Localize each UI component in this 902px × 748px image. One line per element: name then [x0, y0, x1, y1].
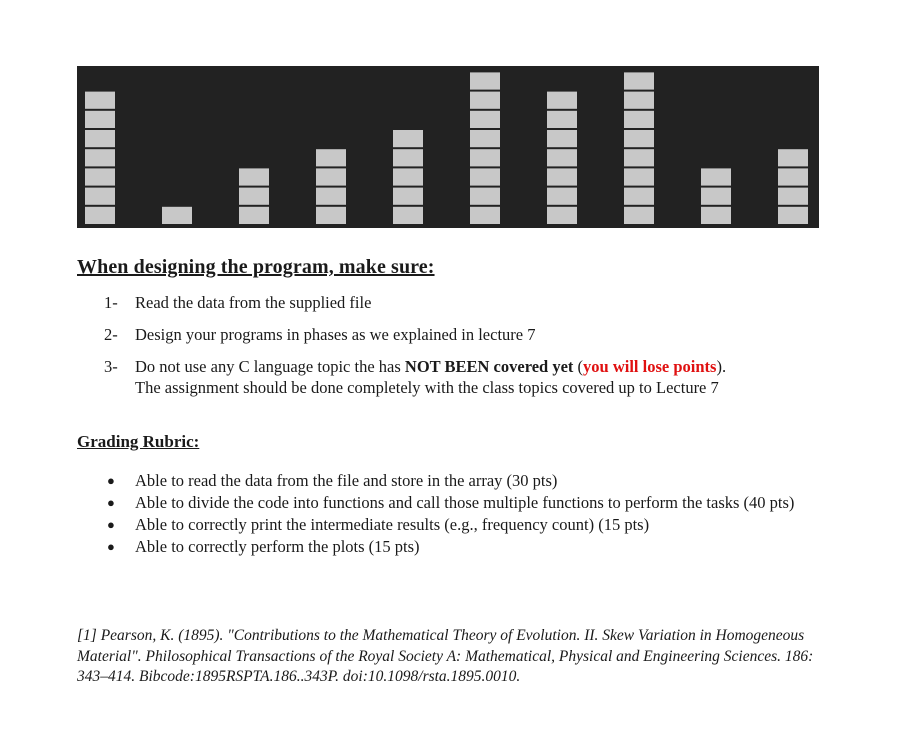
bar-block	[547, 149, 577, 166]
bar-block	[778, 168, 808, 185]
bar-block	[85, 188, 115, 205]
bar-block	[470, 207, 500, 224]
bar-block	[470, 111, 500, 128]
design-steps	[104, 292, 844, 409]
list-item	[104, 356, 844, 398]
bar-plot	[77, 66, 819, 228]
bar-block	[316, 168, 346, 185]
bar-block	[316, 149, 346, 166]
bar-block	[470, 130, 500, 147]
bar-block	[624, 207, 654, 224]
bar-block	[393, 168, 423, 185]
bar-block	[85, 149, 115, 166]
list-item	[104, 324, 844, 345]
rubric-item	[107, 514, 807, 536]
bar-block	[85, 207, 115, 224]
step-text: Design your programs in phases as we explained in lecture 7	[135, 325, 536, 344]
bar-block	[85, 130, 115, 147]
rubric-item	[107, 470, 807, 492]
step-text-line2: The assignment should be done completely with the class topics covered up to Lecture 7	[135, 378, 719, 397]
bullet-icon: ●	[107, 473, 115, 488]
bullet-icon: ●	[107, 539, 115, 554]
bar-block	[624, 92, 654, 109]
bar	[470, 72, 500, 224]
bar-block	[239, 207, 269, 224]
bar	[778, 149, 808, 224]
bar-block	[316, 188, 346, 205]
step-text-part: Do not use any C language topic the has	[135, 357, 405, 376]
lose-points-warning: you will lose points	[583, 357, 717, 376]
bar-block	[547, 207, 577, 224]
bar-block	[547, 168, 577, 185]
step-text: Read the data from the supplied file	[135, 293, 372, 312]
bar-block	[624, 168, 654, 185]
bar-block	[701, 207, 731, 224]
bar-block	[470, 168, 500, 185]
bar	[393, 130, 423, 224]
bar-block	[547, 92, 577, 109]
bar	[85, 92, 115, 224]
bar-block	[393, 188, 423, 205]
bar-plot-panel	[77, 66, 819, 228]
bar	[162, 207, 192, 224]
rubric-item-text: Able to correctly print the intermediate results (e.g., frequency count) (15 pts)	[135, 515, 650, 534]
bar	[316, 149, 346, 224]
bar-block	[239, 168, 269, 185]
bar-block	[470, 149, 500, 166]
bullet-icon: ●	[107, 517, 115, 532]
bar-block	[547, 111, 577, 128]
bar	[239, 168, 269, 224]
rubric-item	[107, 492, 807, 514]
bar	[701, 168, 731, 224]
step-number: 2-	[104, 325, 118, 344]
list-item	[104, 292, 844, 313]
bar-block	[624, 72, 654, 89]
bar-block	[624, 130, 654, 147]
rubric-item	[107, 536, 807, 558]
bar-block	[701, 168, 731, 185]
bar-block	[547, 188, 577, 205]
bar-block	[239, 188, 269, 205]
rubric-item-text: Able to divide the code into functions and call those multiple functions to perform the tasks (40 pts)	[135, 493, 795, 512]
rubric-list	[107, 470, 807, 558]
bar-block	[624, 111, 654, 128]
bar	[547, 92, 577, 224]
step-number: 3-	[104, 357, 118, 376]
bar-block	[316, 207, 346, 224]
bar-block	[547, 130, 577, 147]
bar-block	[778, 149, 808, 166]
bar-block	[393, 130, 423, 147]
paren-open: (	[573, 357, 584, 376]
not-covered-emphasis: NOT BEEN covered yet	[404, 357, 574, 376]
bar-block	[778, 188, 808, 205]
design-heading: When designing the program, make sure:	[77, 256, 435, 278]
bar-block	[85, 92, 115, 109]
rubric-heading: Grading Rubric:	[77, 432, 200, 451]
bar-block	[470, 188, 500, 205]
bar-block	[393, 149, 423, 166]
bar-block	[701, 188, 731, 205]
bar-block	[624, 188, 654, 205]
rubric-item-text: Able to read the data from the file and store in the array (30 pts)	[135, 471, 558, 490]
bar-block	[470, 92, 500, 109]
bar	[624, 72, 654, 224]
bullet-icon: ●	[107, 495, 115, 510]
rubric-item-text: Able to correctly perform the plots (15 pts)	[135, 537, 420, 556]
bar-block	[85, 111, 115, 128]
bar-block	[393, 207, 423, 224]
reference-citation: [1] Pearson, K. (1895). "Contributions to the Mathematical Theory of Evolution. II. Skew Variation in Homogeneous Material". Philosophical Transactions of the Royal Society A: Mathematical, Physical and Engineering Sciences. 186: 343–414. Bibcode:1895RSPTA.186..343P. doi:10.1098/rsta.1895.0010.	[77, 627, 814, 685]
bar-block	[778, 207, 808, 224]
bar-block	[162, 207, 192, 224]
paren-close: ).	[716, 357, 727, 376]
step-number: 1-	[104, 293, 118, 312]
step-text	[135, 356, 844, 398]
bar-block	[470, 72, 500, 89]
bar-block	[624, 149, 654, 166]
bar-block	[85, 168, 115, 185]
